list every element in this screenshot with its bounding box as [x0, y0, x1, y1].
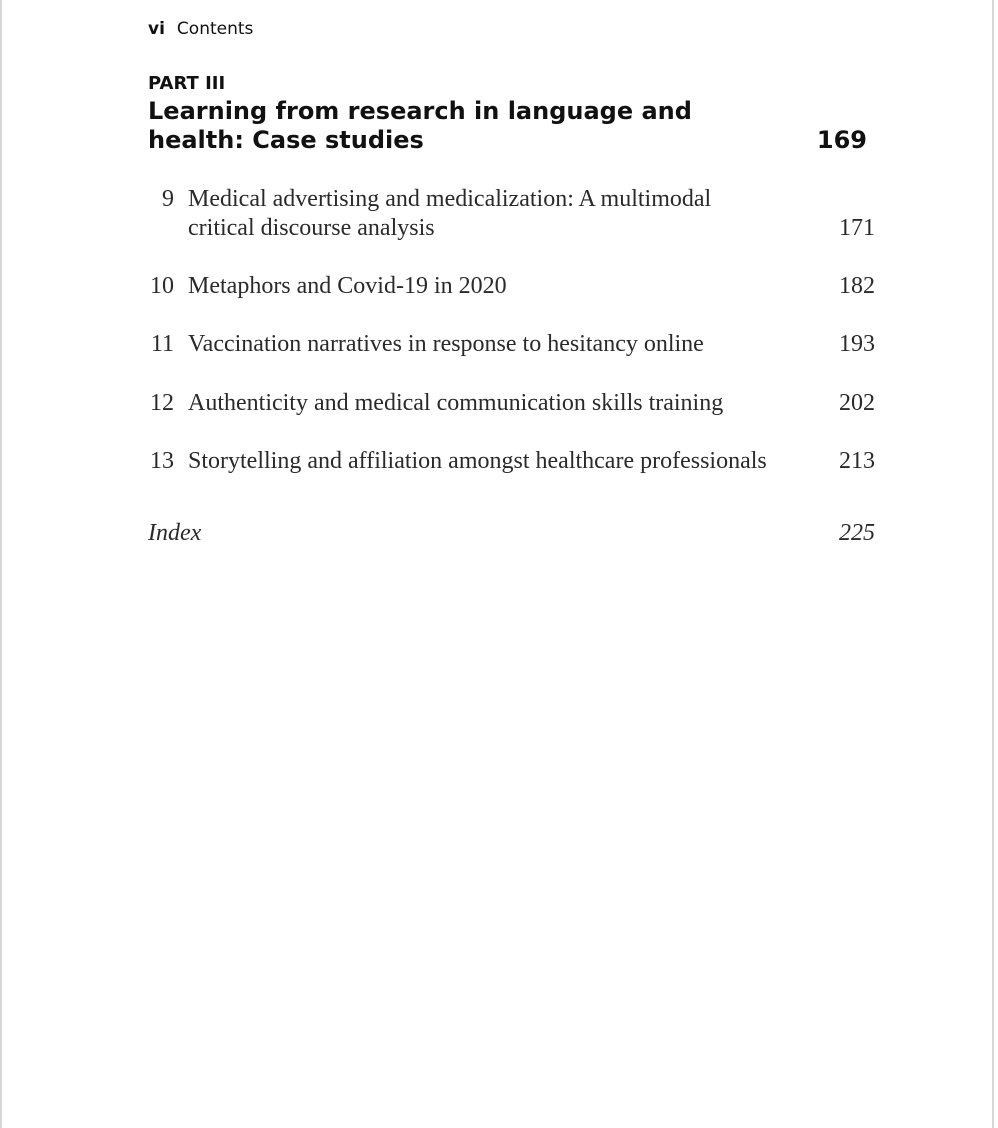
part-page-number: 169 [816, 126, 867, 154]
toc-entry[interactable] [148, 389, 875, 418]
chapter-title: Metaphors and Covid-19 in 2020 [188, 273, 507, 299]
toc-entry[interactable] [148, 185, 875, 243]
toc-entry[interactable] [148, 447, 875, 476]
chapter-number: 12 [150, 390, 174, 416]
index-title: Index [148, 520, 202, 546]
chapter-number: 11 [150, 331, 174, 357]
chapter-number: 10 [150, 273, 174, 299]
running-head [148, 19, 253, 39]
chapter-title: Medical advertising and medicalization: A multimodal critical discourse analysis [188, 186, 712, 241]
chapter-page-number: 202 [839, 390, 875, 416]
running-head-section: Contents [176, 19, 254, 39]
part-title: Learning from research in language and health: Case studies [148, 97, 692, 154]
chapter-page-number: 171 [839, 215, 875, 241]
index-page-number: 225 [839, 520, 875, 546]
chapter-page-number: 182 [839, 273, 875, 299]
folio: vi [148, 19, 165, 39]
chapter-page-number: 193 [839, 331, 875, 357]
toc-entry[interactable] [148, 272, 875, 301]
part-label: PART III [148, 73, 226, 94]
chapter-title: Storytelling and affiliation amongst healthcare professionals [188, 448, 767, 474]
chapter-title: Vaccination narratives in response to hesitancy online [188, 331, 704, 357]
chapter-number: 9 [162, 186, 174, 212]
toc-index-entry[interactable] [148, 519, 875, 548]
chapter-page-number: 213 [839, 448, 875, 474]
chapter-number: 13 [150, 448, 174, 474]
toc-entry[interactable] [148, 330, 875, 359]
chapter-title: Authenticity and medical communication skills training [188, 390, 724, 416]
